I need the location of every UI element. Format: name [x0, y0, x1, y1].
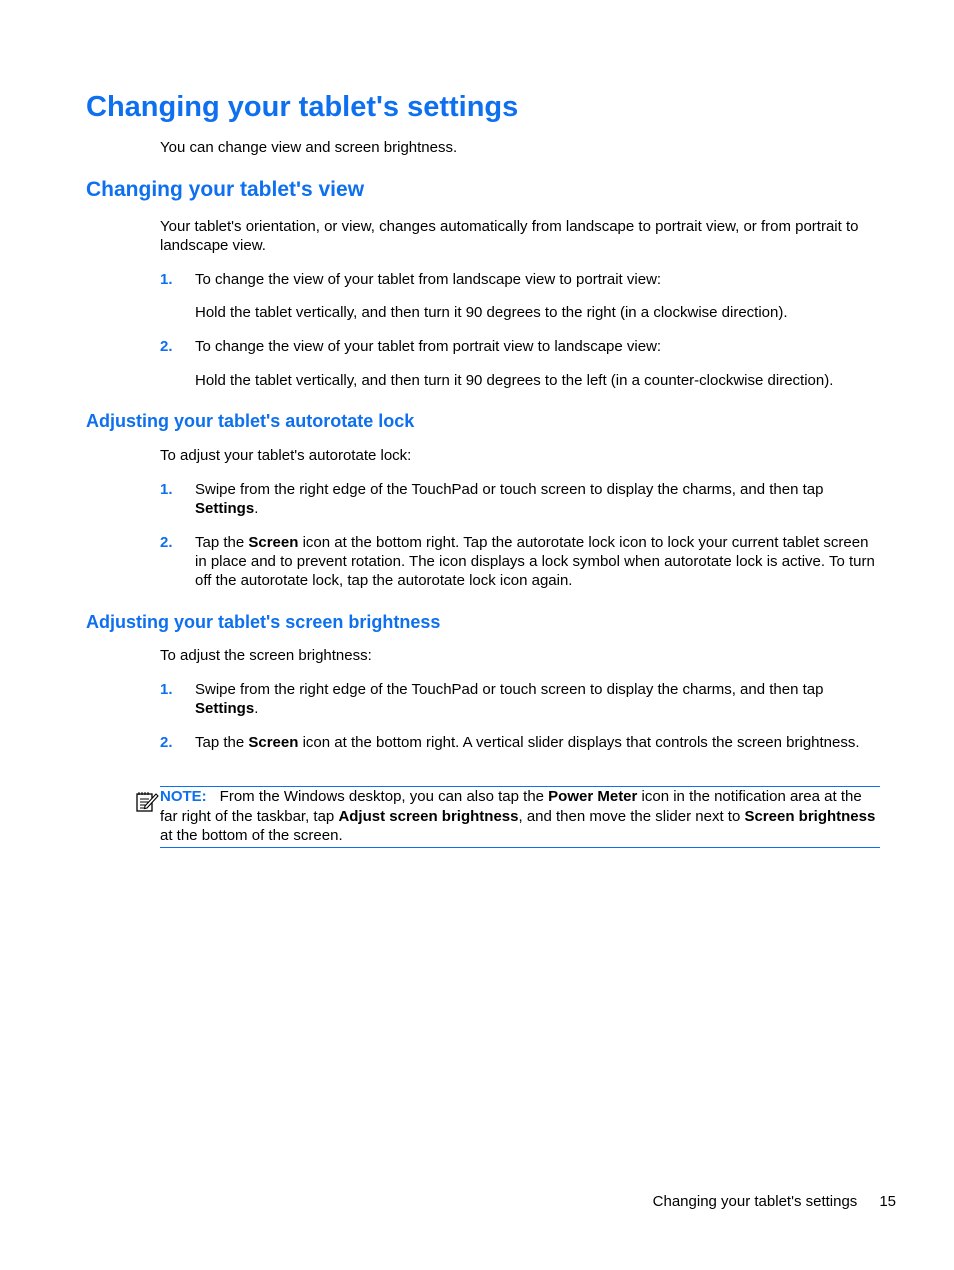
section-heading-view: Changing your tablet's view	[86, 178, 365, 201]
bold-term: Screen	[248, 534, 299, 551]
list-item-text: To change the view of your tablet from portrait view to landscape view:	[195, 338, 662, 355]
list-item-number: 2.	[160, 734, 173, 751]
note-icon	[135, 789, 159, 813]
list-item	[160, 733, 880, 752]
view-intro-text: Your tablet's orientation, or view, changes automatically from landscape to portrait view, or from portrait to landscape view.	[160, 218, 859, 254]
list-item-text: Tap the Screen icon at the bottom right. A vertical slider displays that controls the screen brightness.	[195, 734, 860, 751]
list-item-number: 1.	[160, 271, 173, 288]
list-item	[160, 680, 880, 718]
list-item-number: 2.	[160, 534, 173, 551]
bold-term: Adjust screen brightness	[338, 807, 519, 825]
page-number: 15	[879, 1193, 896, 1210]
note-box: NOTE: From the Windows desktop, you can also tap the Power Meter icon in the notification area at the far right of the taskbar, tap Adjust screen brightness, and then move the slider next to Screen brightness at the bottom of the screen.	[160, 786, 880, 848]
list-item	[160, 533, 880, 590]
bold-term: Power Meter	[548, 788, 638, 805]
page-title: Changing your tablet's settings	[86, 91, 519, 123]
brightness-intro-text: To adjust the screen brightness:	[160, 647, 372, 664]
list-item-text: To change the view of your tablet from landscape view to portrait view:	[195, 271, 662, 288]
list-item-detail: Hold the tablet vertically, and then turn it 90 degrees to the right (in a clockwise direction).	[195, 304, 788, 321]
list-item-detail: Hold the tablet vertically, and then turn it 90 degrees to the left (in a counter-clockwise direction).	[195, 372, 834, 389]
section-heading-autorotate: Adjusting your tablet's autorotate lock	[86, 411, 415, 431]
list-item-number: 1.	[160, 681, 173, 698]
section-heading-brightness: Adjusting your tablet's screen brightness	[86, 612, 441, 632]
list-item	[160, 270, 880, 289]
list-item-text: Tap the Screen icon at the bottom right. Tap the autorotate lock icon to lock your current tablet screen in place and to prevent rotation. The icon displays a lock symbol when autorotate lock is active. To turn off the autorotate lock, tap the autorotate lock icon again.	[195, 534, 875, 589]
autorotate-intro-text: To adjust your tablet's autorotate lock:	[160, 447, 412, 464]
list-item-text: Swipe from the right edge of the TouchPad or touch screen to display the charms, and then tap Settings.	[195, 481, 824, 517]
list-item	[160, 480, 880, 518]
list-item-number: 2.	[160, 338, 173, 355]
intro-text: You can change view and screen brightness.	[160, 139, 458, 156]
note-label: NOTE:	[160, 788, 207, 805]
list-item-text: Swipe from the right edge of the TouchPad or touch screen to display the charms, and then tap Settings.	[195, 681, 824, 717]
bold-term: Settings	[195, 500, 255, 517]
bold-term: Screen brightness	[744, 807, 876, 825]
list-item	[160, 337, 880, 356]
bold-term: Screen	[248, 734, 299, 751]
footer-section-title: Changing your tablet's settings	[652, 1193, 858, 1210]
page-footer	[653, 1192, 896, 1211]
bold-term: Settings	[195, 700, 255, 717]
list-item-number: 1.	[160, 481, 173, 498]
